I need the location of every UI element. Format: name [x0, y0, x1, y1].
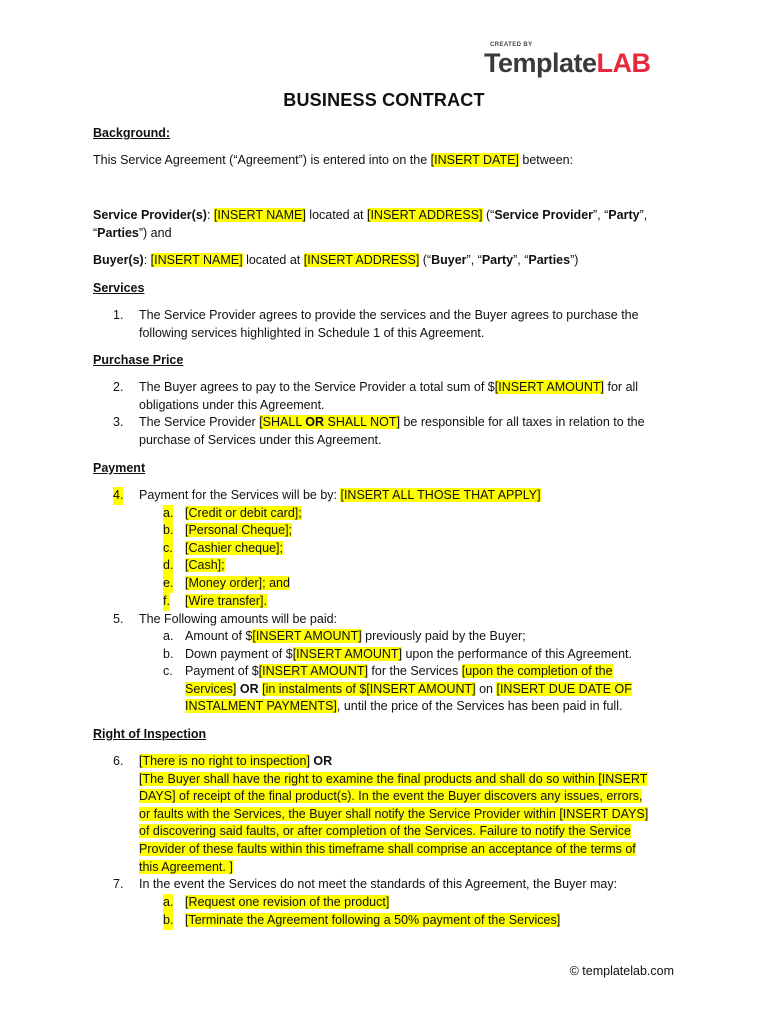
buyer-name-field: [INSERT NAME]	[150, 253, 243, 267]
services-heading: Services	[93, 281, 145, 295]
provider-name-field: [INSERT NAME]	[213, 208, 306, 222]
service-provider-line: Service Provider(s): [INSERT NAME] located at [INSERT ADDRESS] (“Service Provider”, “Party”,	[93, 208, 648, 222]
purchase-price-heading: Purchase Price	[93, 353, 184, 367]
templatelab-logo	[484, 42, 674, 82]
footer-copyright: © templatelab.com	[569, 964, 674, 978]
logo-created-by: CREATED BY	[490, 42, 533, 48]
provider-address-field: [INSERT ADDRESS]	[366, 208, 483, 222]
document-title: BUSINESS CONTRACT	[283, 90, 485, 110]
logo-template-text: Template	[484, 48, 597, 78]
logo-lab-text: LAB	[596, 48, 651, 78]
buyer-line: Buyer(s): [INSERT NAME] located at [INSERT ADDRESS] (“Buyer”, “Party”, “Parties”)	[93, 253, 579, 267]
buyer-address-field: [INSERT ADDRESS]	[303, 253, 420, 267]
insert-date-field: [INSERT DATE]	[430, 153, 519, 167]
payment-heading: Payment	[93, 461, 146, 475]
background-heading: Background:	[93, 126, 171, 140]
insert-amount-field: [INSERT AMOUNT]	[494, 380, 605, 394]
logo-wordmark	[484, 48, 651, 78]
service-provider-line-2: “Parties”) and	[93, 226, 172, 240]
background-text: This Service Agreement (“Agreement”) is entered into on the [INSERT DATE] between:	[93, 153, 574, 167]
document-page: CREATED BY TemplateLAB BUSINESS CONTRACT Background: This Service Agreement (“Agreement”) is entered into on the [INSERT DATE] between: Service Provider(s): [INSERT NAME] located at [INSERT ADDRESS] (“Service Provider”, “Party”, “Parties”) and Buyer(s): [INSERT NAME] located at [INSERT ADDRESS] (“Buyer”, “Party”, “Parties”) Services 1. The Service Provider agrees to provide the services and the Buyer agrees to purchase the following services highlighted in Schedule 1 of this Agreement. Purchase Price 2. The Buyer agrees to pay to the Service Provider a total sum of $[INSERT AMOUNT] for all obligations under this Agreement. 3. The Service Provider [SHALL OR SHALL NOT] be responsible for all taxes in relation to the purchase of Services under this Agreement. Payment 4. Payment for the Services will be by: [INSERT ALL THOSE THAT APPLY] a. [Credit or debit card]; b. [Personal Cheque]; c. [Cashier cheque]; d. [Cash]; e. [Money order]; and f. [Wire transfer]. 5. The Following amounts will be paid: a. Amount of $[INSERT AMOUNT] previously paid by the Buyer; b. Down payment of $[INSERT AMOUNT] upon the performance of this Agreement. c. Payment of $[INSERT AMOUNT] for the Services [upon the completion of the Services] OR [in instalments of $[INSERT AMOUNT] on [INSERT DUE DATE OF INSTALMENT PAYMENTS], until the price of the Services has been paid in full. Right of Inspection 6. [There is no right to inspection] OR [The Buyer shall have the right to examine the final products and shall do so within [INSERT DAYS] of receipt of the final product(s). In the event the Buyer discovers any issues, errors, or faults with the Services, the Buyer shall notify the Service Provider within [INSERT DAYS] of discovering said faults, or after completion of the Services. Failure to notify the Service Provider of these faults within this timeframe shall comprise an acceptance of the terms of this Agreement. ] 7. In the event the Services do not meet the standards of this Agreement, the Buyer may: a. [Request one revision of the product] b. [Terminate the Agreement following a 50% payment of the Services] © templatelab.com	[0, 0, 768, 1024]
inspection-heading: Right of Inspection	[93, 727, 207, 741]
